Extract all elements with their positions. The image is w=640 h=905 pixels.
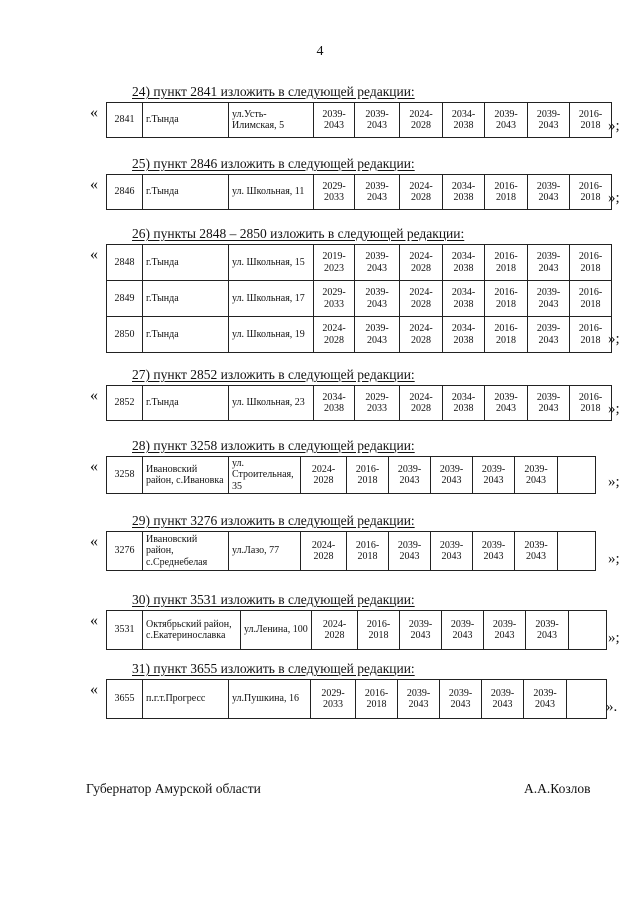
amendment-heading: 28) пункт 3258 изложить в следующей редакции: [132,438,415,453]
amendment-heading: 26) пункты 2848 – 2850 изложить в следующей редакции: [132,226,465,241]
item-number-cell: 2849 [107,281,143,317]
period-cell: 2016-2018 [570,175,612,210]
period-cell: 2024-2028 [400,245,443,281]
locality-cell: г.Тында [143,103,229,138]
item-number-cell: 2841 [107,103,143,138]
opening-quote: « [90,533,98,550]
period-cell: 2039-2043 [482,680,524,719]
period-cell: 2039-2043 [485,103,528,138]
table-row [107,175,612,210]
period-cell: 2024-2028 [400,386,443,421]
table-row [107,317,612,353]
amendment-heading: 27) пункт 2852 изложить в следующей редакции: [132,367,415,382]
locality-cell: г.Тында [143,245,229,281]
table-row [107,386,612,421]
period-cell: 2039-2043 [485,386,528,421]
locality-cell: Октябрьский район, с.Екатеринославка [143,611,241,650]
closing-quote: »; [608,331,620,347]
period-cell: 2029-2033 [314,281,355,317]
address-cell: ул. Школьная, 17 [229,281,314,317]
period-cell: 2039-2043 [484,611,526,650]
period-cell: 2016-2018 [356,680,398,719]
period-cell: 2039-2043 [389,457,431,494]
period-cell: 2019-2023 [314,245,355,281]
empty-cell [558,532,596,571]
period-cell: 2024-2028 [301,457,347,494]
amendment-table [106,244,612,353]
address-cell: ул.Лазо, 77 [229,532,301,571]
period-cell: 2024-2028 [400,103,443,138]
address-cell: ул.Усть-Илимская, 5 [229,103,314,138]
period-cell: 2039-2043 [398,680,440,719]
opening-quote: « [90,458,98,475]
opening-quote: « [90,681,98,698]
locality-cell: г.Тында [143,317,229,353]
item-number-cell: 3276 [107,532,143,571]
closing-quote: »; [608,551,620,567]
item-number-cell: 2848 [107,245,143,281]
empty-cell [569,611,607,650]
period-cell: 2039-2043 [431,457,473,494]
period-cell: 2039-2043 [515,532,558,571]
period-cell: 2039-2043 [528,281,570,317]
empty-cell [567,680,607,719]
page-number: 4 [316,44,324,59]
period-cell: 2029-2033 [355,386,400,421]
table-row [107,103,612,138]
period-cell: 2039-2043 [442,611,484,650]
period-cell: 2039-2043 [355,317,400,353]
period-cell: 2034-2038 [443,281,485,317]
period-cell: 2024-2028 [400,175,443,210]
period-cell: 2016-2018 [358,611,400,650]
period-cell: 2039-2043 [355,175,400,210]
item-number-cell: 3531 [107,611,143,650]
period-cell: 2016-2018 [570,317,612,353]
item-number-cell: 2850 [107,317,143,353]
table-row [107,281,612,317]
locality-cell: Ивановский район, с.Среднебелая [143,532,229,571]
closing-quote: »; [608,630,620,646]
empty-cell [558,457,596,494]
period-cell: 2034-2038 [443,245,485,281]
period-cell: 2039-2043 [389,532,431,571]
period-cell: 2024-2028 [301,532,347,571]
amendment-table [106,456,596,494]
address-cell: ул. Строительная, 35 [229,457,301,494]
period-cell: 2024-2028 [400,317,443,353]
table-row [107,532,596,571]
opening-quote: « [90,612,98,629]
item-number-cell: 2852 [107,386,143,421]
period-cell: 2039-2043 [526,611,569,650]
amendment-heading: 31) пункт 3655 изложить в следующей редакции: [132,661,415,676]
amendment-heading: 30) пункт 3531 изложить в следующей редакции: [132,592,415,607]
amendment-table [106,610,607,650]
period-cell: 2039-2043 [524,680,567,719]
period-cell: 2034-2038 [314,386,355,421]
period-cell: 2016-2018 [485,317,528,353]
period-cell: 2024-2028 [400,281,443,317]
period-cell: 2034-2038 [443,175,485,210]
period-cell: 2039-2043 [473,532,515,571]
amendment-table [106,679,607,719]
period-cell: 2039-2043 [528,175,570,210]
period-cell: 2016-2018 [485,175,528,210]
period-cell: 2024-2028 [312,611,358,650]
period-cell: 2039-2043 [400,611,442,650]
period-cell: 2016-2018 [570,386,612,421]
signature-title: Губернатор Амурской области [86,781,261,796]
locality-cell: п.г.т.Прогресс [143,680,229,719]
address-cell: ул.Пушкина, 16 [229,680,311,719]
amendment-table [106,174,612,210]
period-cell: 2039-2043 [355,103,400,138]
closing-quote: »; [608,118,620,134]
period-cell: 2034-2038 [443,317,485,353]
period-cell: 2016-2018 [485,281,528,317]
period-cell: 2039-2043 [431,532,473,571]
address-cell: ул. Школьная, 11 [229,175,314,210]
amendment-table [106,531,596,571]
period-cell: 2034-2038 [443,386,485,421]
table-row [107,680,607,719]
locality-cell: Ивановский район, с.Ивановка [143,457,229,494]
opening-quote: « [90,387,98,404]
item-number-cell: 3655 [107,680,143,719]
signature-name: А.А.Козлов [524,781,591,796]
table-row [107,611,607,650]
period-cell: 2039-2043 [440,680,482,719]
period-cell: 2016-2018 [570,103,612,138]
amendment-heading: 29) пункт 3276 изложить в следующей редакции: [132,513,415,528]
opening-quote: « [90,104,98,121]
period-cell: 2039-2043 [528,317,570,353]
period-cell: 2029-2033 [314,175,355,210]
opening-quote: « [90,246,98,263]
period-cell: 2039-2043 [355,281,400,317]
period-cell: 2039-2043 [314,103,355,138]
period-cell: 2039-2043 [528,386,570,421]
closing-quote: »; [608,190,620,206]
address-cell: ул.Ленина, 100 [241,611,312,650]
address-cell: ул. Школьная, 15 [229,245,314,281]
amendment-heading: 24) пункт 2841 изложить в следующей редакции: [132,84,415,99]
locality-cell: г.Тында [143,386,229,421]
closing-quote: »; [608,474,620,490]
period-cell: 2016-2018 [570,245,612,281]
period-cell: 2039-2043 [528,103,570,138]
period-cell: 2016-2018 [347,457,389,494]
table-row [107,245,612,281]
item-number-cell: 3258 [107,457,143,494]
period-cell: 2034-2038 [443,103,485,138]
locality-cell: г.Тында [143,281,229,317]
closing-quote: »; [608,401,620,417]
address-cell: ул. Школьная, 19 [229,317,314,353]
opening-quote: « [90,176,98,193]
period-cell: 2039-2043 [528,245,570,281]
locality-cell: г.Тында [143,175,229,210]
address-cell: ул. Школьная, 23 [229,386,314,421]
period-cell: 2039-2043 [473,457,515,494]
period-cell: 2016-2018 [347,532,389,571]
table-row [107,457,596,494]
period-cell: 2039-2043 [515,457,558,494]
item-number-cell: 2846 [107,175,143,210]
amendment-table [106,102,612,138]
period-cell: 2029-2033 [311,680,356,719]
period-cell: 2016-2018 [570,281,612,317]
amendment-heading: 25) пункт 2846 изложить в следующей редакции: [132,156,415,171]
amendment-table [106,385,612,421]
closing-quote: ». [606,699,618,715]
period-cell: 2016-2018 [485,245,528,281]
period-cell: 2039-2043 [355,245,400,281]
period-cell: 2024-2028 [314,317,355,353]
